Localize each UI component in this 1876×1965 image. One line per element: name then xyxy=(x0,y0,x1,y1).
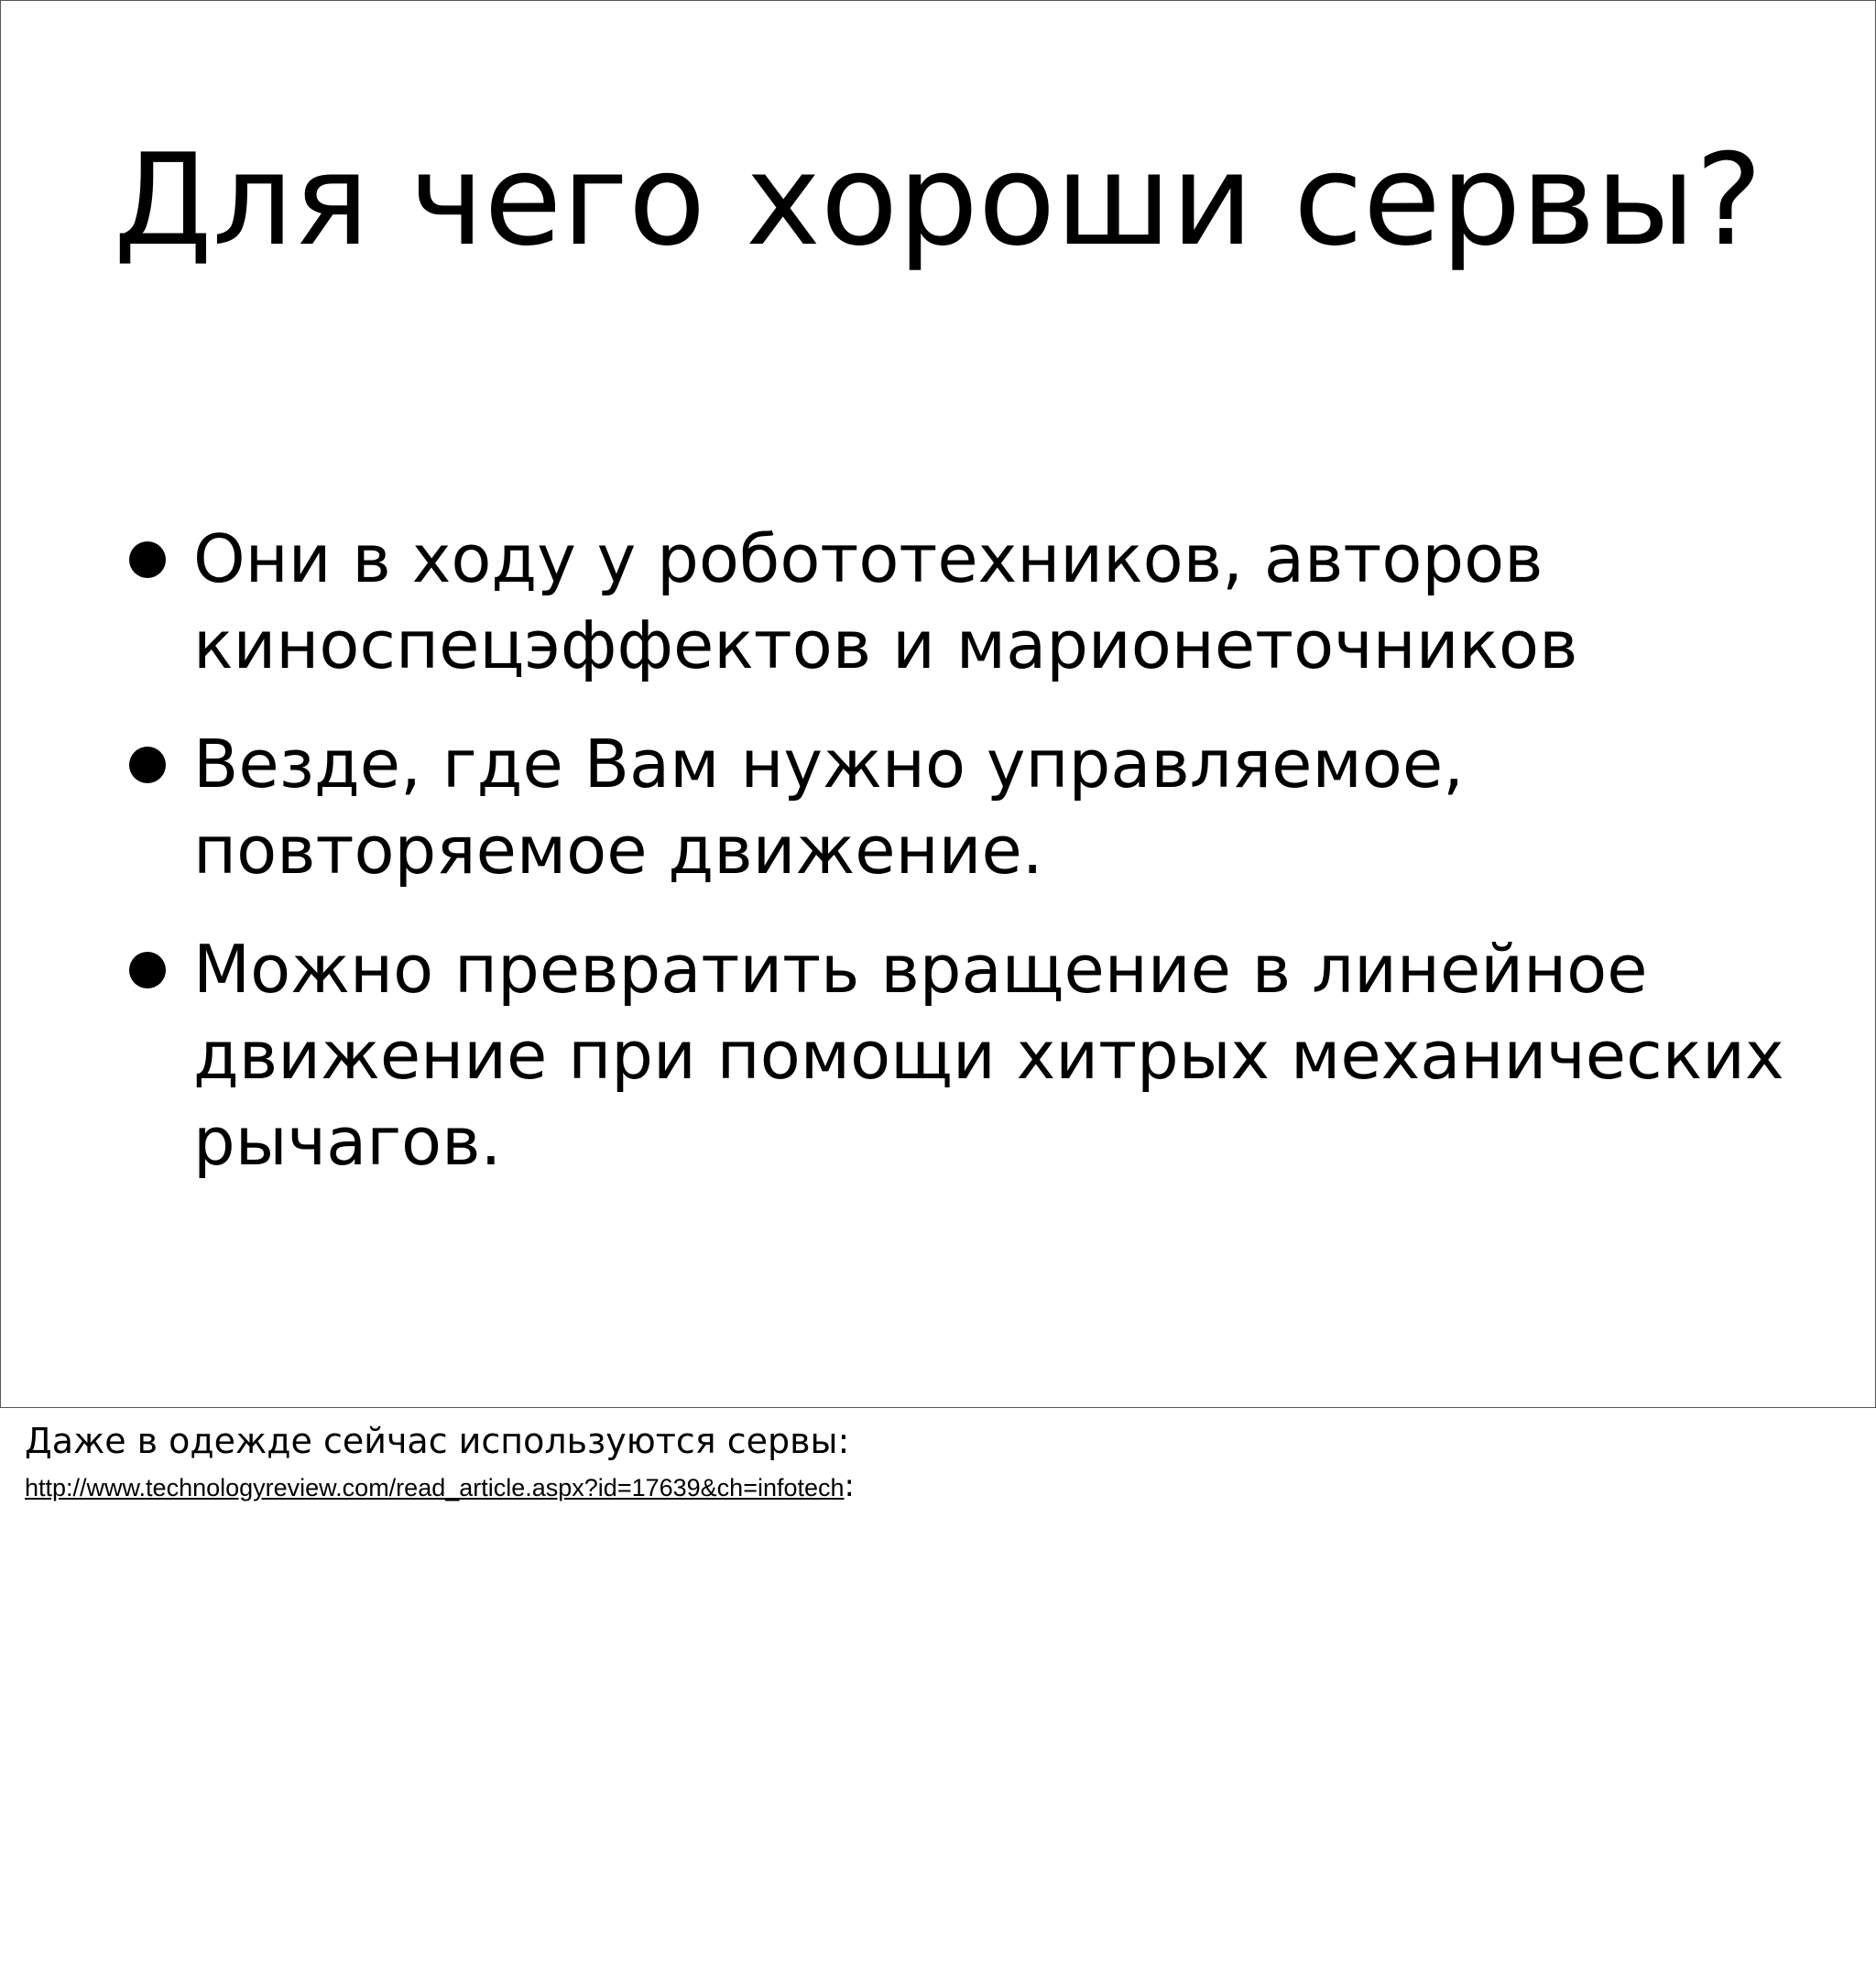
bullet-dot-icon xyxy=(129,541,166,578)
bullet-dot-icon xyxy=(129,952,166,988)
bullet-list xyxy=(129,516,1851,1217)
slide-title: Для чего хороши сервы? xyxy=(114,126,1762,274)
notes-link-line xyxy=(25,1469,1848,1504)
bullet-text: Они в ходу у робототехников, авторов киноспецэффектов и марионеточников xyxy=(193,520,1578,683)
bullet-text: Везде, где Вам нужно управляемое, повторяемое движение. xyxy=(193,726,1465,889)
bullet-item xyxy=(129,926,1851,1184)
bullet-item xyxy=(129,721,1851,893)
speaker-notes xyxy=(25,1418,1848,1504)
bullet-item xyxy=(129,516,1851,688)
bullet-text: Можно превратить вращение в линейное движение при помощи хитрых механических рычагов. xyxy=(193,931,1784,1180)
notes-text: Даже в одежде сейчас используются сервы: xyxy=(25,1421,850,1461)
notes-link[interactable]: http://www.technologyreview.com/read_article.aspx?id=17639&ch=infotech xyxy=(25,1474,845,1501)
notes-link-colon: : xyxy=(844,1468,856,1504)
bullet-dot-icon xyxy=(129,747,166,783)
